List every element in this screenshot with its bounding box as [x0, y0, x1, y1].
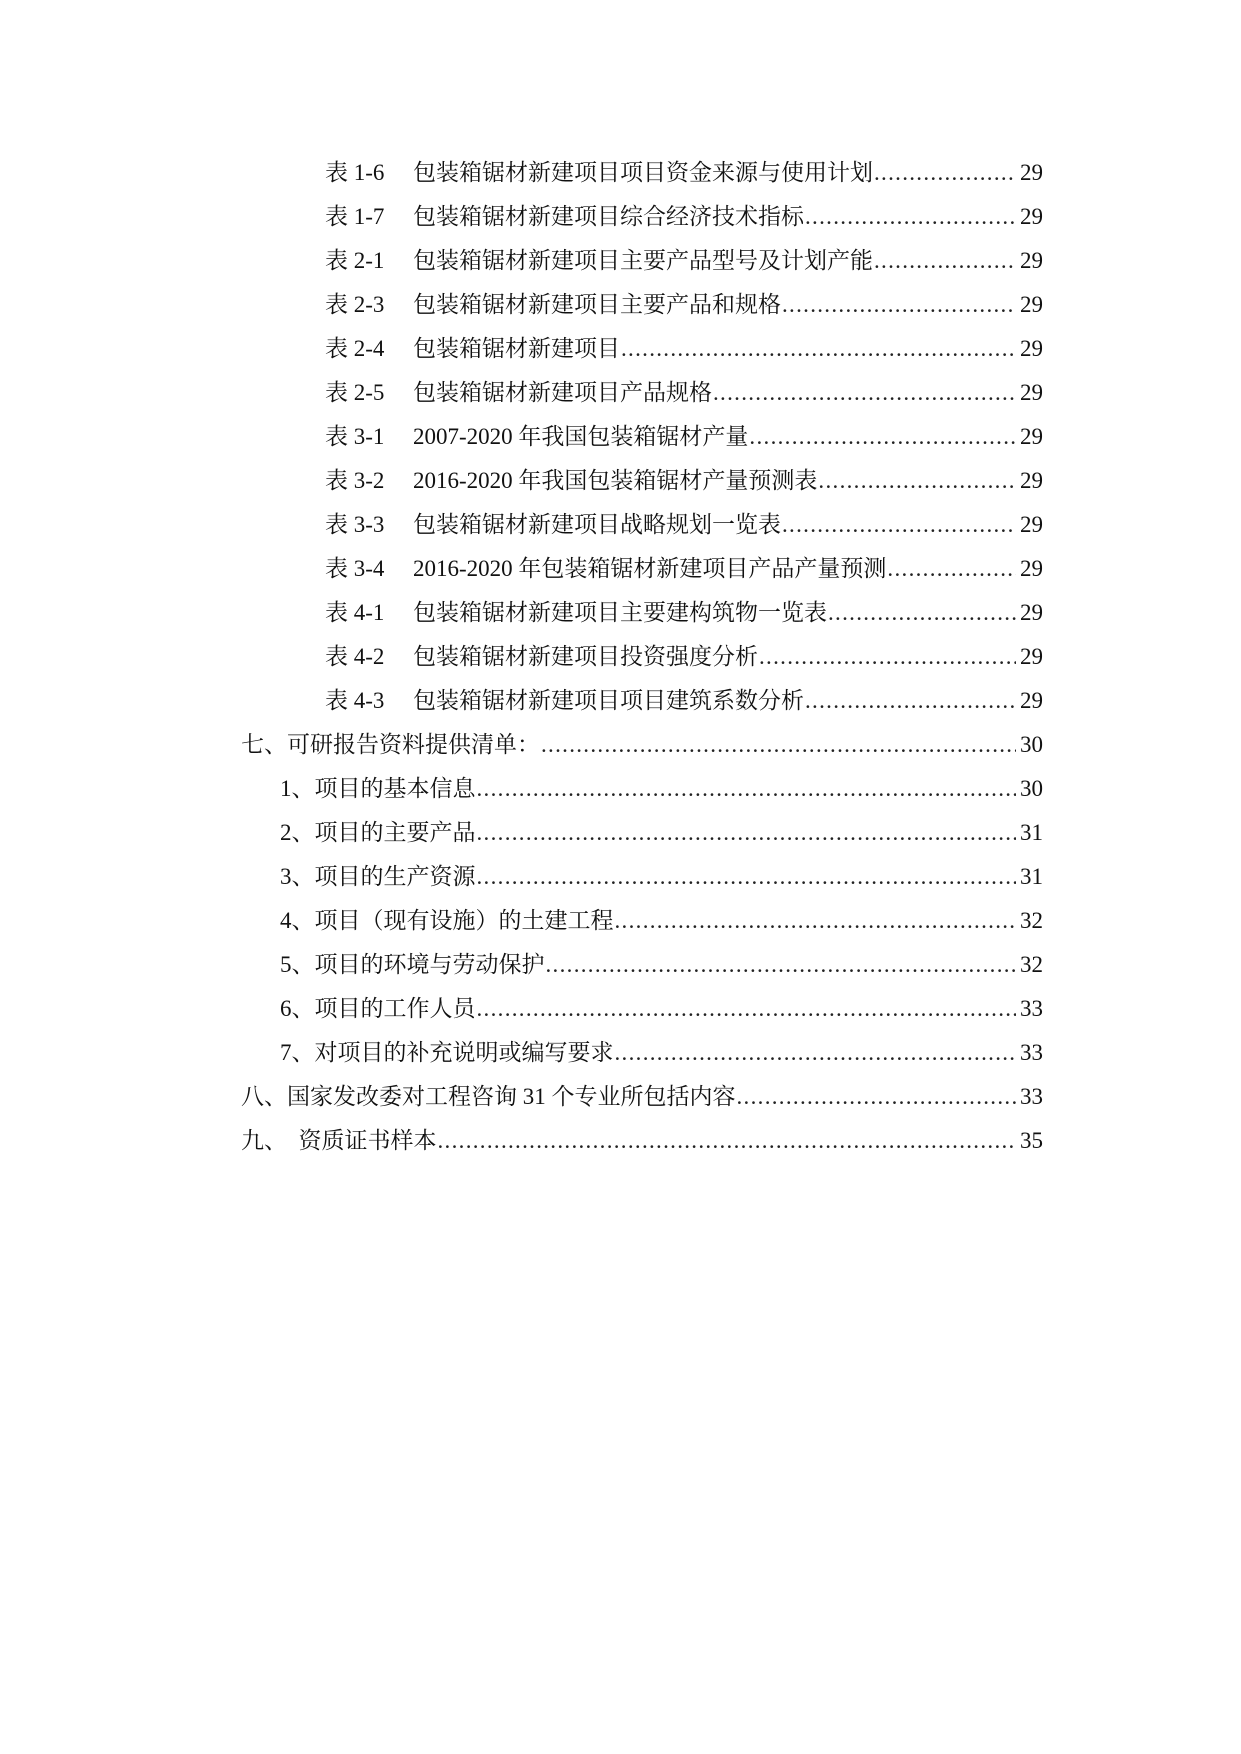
toc-entry-label: 表 1-7	[325, 204, 385, 229]
toc-entry-label: 表 3-2	[325, 468, 385, 493]
toc-entry-item-2[interactable]	[280, 817, 1043, 849]
toc-entry-title: 包装箱锯材新建项目主要建构筑物一览表	[413, 600, 827, 625]
toc-page-number: 33	[1020, 1084, 1043, 1109]
toc-page-number: 31	[1020, 864, 1043, 889]
dot-leader	[477, 773, 1017, 805]
toc-page-number: 29	[1020, 688, 1043, 713]
toc-entry-table-3-2[interactable]	[325, 465, 1043, 497]
dot-leader	[782, 509, 1016, 541]
dot-leader	[759, 641, 1016, 673]
toc-entry-title: 2016-2020 年我国包装箱锯材产量预测表	[413, 468, 818, 493]
toc-entry-section-8[interactable]	[241, 1081, 1043, 1113]
toc-entry-title: 包装箱锯材新建项目	[413, 336, 620, 361]
dot-leader	[615, 1037, 1017, 1069]
toc-entry-label: 表 2-3	[325, 292, 385, 317]
toc-entry-label: 表 3-4	[325, 556, 385, 581]
toc-entry-label: 表 4-2	[325, 644, 385, 669]
toc-entry-title: 包装箱锯材新建项目产品规格	[413, 380, 712, 405]
toc-entry-label: 表 1-6	[325, 160, 385, 185]
toc-page-number: 29	[1020, 556, 1043, 581]
toc-page-number: 29	[1020, 336, 1043, 361]
toc-entry-table-2-3[interactable]	[325, 289, 1043, 321]
dot-leader	[615, 905, 1017, 937]
toc-entry-title: 包装箱锯材新建项目投资强度分析	[413, 644, 758, 669]
toc-entry-title: 七、可研报告资料提供清单：	[241, 732, 540, 757]
toc-entry-item-4[interactable]	[280, 905, 1043, 937]
toc-entry-section-7[interactable]	[241, 729, 1043, 761]
dot-leader	[438, 1125, 1017, 1157]
toc-entry-table-3-3[interactable]	[325, 509, 1043, 541]
toc-entry-table-2-5[interactable]	[325, 377, 1043, 409]
dot-leader	[737, 1081, 1017, 1113]
dot-leader	[713, 377, 1016, 409]
toc-entry-title: 7、对项目的补充说明或编写要求	[280, 1040, 614, 1065]
toc-entry-title: 6、项目的工作人员	[280, 996, 476, 1021]
toc-page-number: 29	[1020, 204, 1043, 229]
toc-entry-label: 表 3-3	[325, 512, 385, 537]
dot-leader	[874, 245, 1016, 277]
toc-page-number: 33	[1020, 996, 1043, 1021]
toc-page-number: 32	[1020, 952, 1043, 977]
toc-entry-title: 5、项目的环境与劳动保护	[280, 952, 545, 977]
toc-entry-title: 2016-2020 年包装箱锯材新建项目产品产量预测	[413, 556, 887, 581]
toc-page-number: 29	[1020, 292, 1043, 317]
toc-page-number: 29	[1020, 380, 1043, 405]
toc-entry-title: 2、项目的主要产品	[280, 820, 476, 845]
toc-entry-label: 表 2-5	[325, 380, 385, 405]
toc-entry-table-3-1[interactable]	[325, 421, 1043, 453]
toc-entry-title: 包装箱锯材新建项目主要产品型号及计划产能	[413, 248, 873, 273]
toc-page-number: 30	[1020, 732, 1043, 757]
dot-leader	[818, 465, 1016, 497]
toc-page-number: 35	[1020, 1128, 1043, 1153]
toc-entry-title: 2007-2020 年我国包装箱锯材产量	[413, 424, 749, 449]
dot-leader	[874, 157, 1016, 189]
dot-leader	[749, 421, 1016, 453]
toc-entry-table-1-7[interactable]	[325, 201, 1043, 233]
toc-entry-table-4-1[interactable]	[325, 597, 1043, 629]
toc-entry-title: 3、项目的生产资源	[280, 864, 476, 889]
toc-page-number: 29	[1020, 424, 1043, 449]
toc-entry-title: 九、 资质证书样本	[241, 1128, 437, 1153]
toc-entry-table-2-1[interactable]	[325, 245, 1043, 277]
toc-entry-title: 包装箱锯材新建项目综合经济技术指标	[413, 204, 804, 229]
toc-entry-table-1-6[interactable]	[325, 157, 1043, 189]
dot-leader	[477, 817, 1017, 849]
toc-page-number: 29	[1020, 160, 1043, 185]
toc-entry-title: 包装箱锯材新建项目项目建筑系数分析	[413, 688, 804, 713]
toc-entry-item-5[interactable]	[280, 949, 1043, 981]
toc-page-number: 30	[1020, 776, 1043, 801]
toc-entry-item-6[interactable]	[280, 993, 1043, 1025]
toc-entry-section-9[interactable]	[241, 1125, 1043, 1157]
dot-leader	[621, 333, 1016, 365]
dot-leader	[477, 861, 1017, 893]
toc-entry-label: 表 4-1	[325, 600, 385, 625]
toc-page-number: 29	[1020, 644, 1043, 669]
toc-page-number: 33	[1020, 1040, 1043, 1065]
toc-entry-title: 1、项目的基本信息	[280, 776, 476, 801]
toc-page-number: 29	[1020, 248, 1043, 273]
dot-leader	[546, 949, 1017, 981]
dot-leader	[782, 289, 1016, 321]
toc-entry-table-2-4[interactable]	[325, 333, 1043, 365]
toc-entry-label: 表 2-4	[325, 336, 385, 361]
toc-entry-label: 表 3-1	[325, 424, 385, 449]
dot-leader	[541, 729, 1016, 761]
dot-leader	[805, 201, 1016, 233]
toc-entry-title: 包装箱锯材新建项目主要产品和规格	[413, 292, 781, 317]
toc-entry-label: 表 4-3	[325, 688, 385, 713]
toc-entry-title: 4、项目（现有设施）的土建工程	[280, 908, 614, 933]
toc-entry-table-4-3[interactable]	[325, 685, 1043, 717]
toc-page-number: 29	[1020, 468, 1043, 493]
dot-leader	[887, 553, 1016, 585]
dot-leader	[828, 597, 1016, 629]
toc-entry-title: 八、国家发改委对工程咨询 31 个专业所包括内容	[241, 1084, 736, 1109]
toc-entry-item-7[interactable]	[280, 1037, 1043, 1069]
toc-entry-item-1[interactable]	[280, 773, 1043, 805]
toc-entry-item-3[interactable]	[280, 861, 1043, 893]
toc-entry-title: 包装箱锯材新建项目战略规划一览表	[413, 512, 781, 537]
toc-entry-label: 表 2-1	[325, 248, 385, 273]
toc-entry-table-3-4[interactable]	[325, 553, 1043, 585]
dot-leader	[805, 685, 1016, 717]
toc-page-number: 29	[1020, 512, 1043, 537]
dot-leader	[477, 993, 1017, 1025]
toc-page-number: 31	[1020, 820, 1043, 845]
toc-entry-table-4-2[interactable]	[325, 641, 1043, 673]
toc-page-number: 32	[1020, 908, 1043, 933]
toc-page-number: 29	[1020, 600, 1043, 625]
toc-entry-title: 包装箱锯材新建项目项目资金来源与使用计划	[413, 160, 873, 185]
